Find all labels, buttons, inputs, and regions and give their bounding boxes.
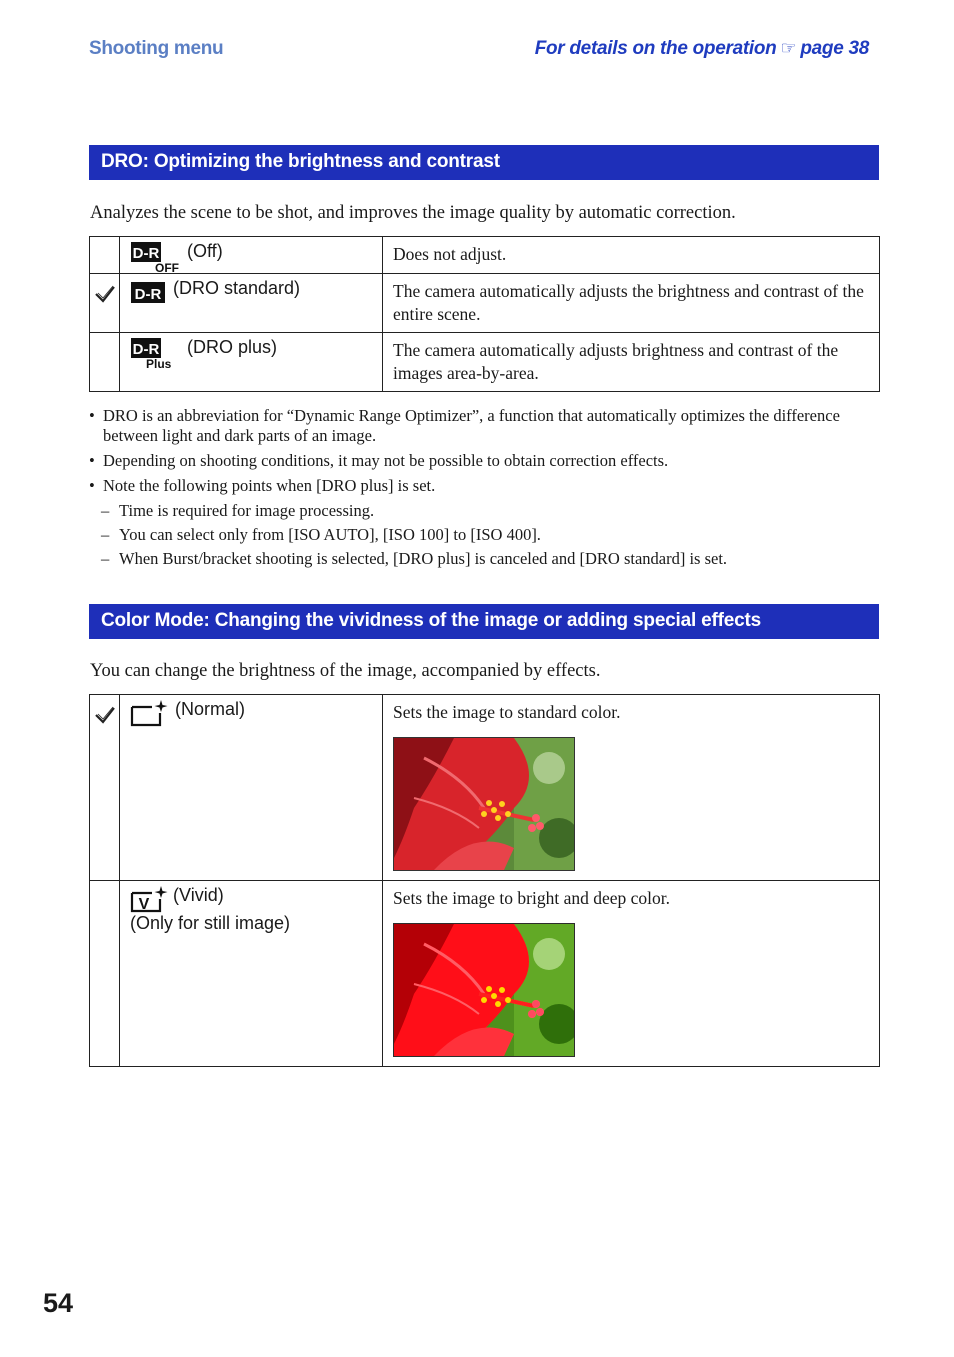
option-description: The camera automatically adjusts the brightness and contrast of the entire scene. [383, 274, 880, 333]
color-mode-options-table [89, 694, 880, 1067]
color-row-vivid [90, 881, 880, 1067]
details-page-link[interactable]: page 38 [800, 38, 869, 59]
section-title: Shooting menu [89, 38, 224, 59]
dro-row-off [90, 237, 880, 274]
check-cell [90, 274, 120, 333]
color-row-normal [90, 695, 880, 881]
note-item: • Note the following points when [DRO plus] is set. [89, 476, 436, 495]
option-sublabel: (Only for still image) [130, 913, 291, 933]
option-description-cell [383, 695, 880, 881]
svg-text:D-R: D-R [134, 286, 162, 303]
subnote-text: When Burst/bracket shooting is selected, [DRO plus] is canceled and [DRO standard] is set. [119, 549, 728, 568]
note-item: • Depending on shooting conditions, it may not be possible to obtain correction effects. [89, 451, 669, 470]
note-item: • DRO is an abbreviation for “Dynamic Range Optimizer”, a function that automatically optimizes the difference between light and dark parts of an image. [89, 406, 840, 445]
option-label-cell [120, 274, 383, 333]
option-label: (DRO standard) [173, 278, 301, 298]
pointing-hand-icon: ☞ [780, 38, 797, 58]
dro-options-table [89, 236, 880, 392]
subnote-item: – You can select only from [ISO AUTO], [ISO 100] to [ISO 400]. [101, 525, 541, 544]
option-label-cell [120, 333, 383, 392]
dro-row-standard [90, 274, 880, 333]
option-label-cell [120, 881, 383, 1067]
check-cell [90, 881, 120, 1067]
check-cell [90, 333, 120, 392]
dro-section-heading: DRO: Optimizing the brightness and contrast [89, 145, 879, 180]
dro-notes-list [89, 406, 889, 573]
option-description: The camera automatically adjusts brightness and contrast of the images area-by-area. [383, 333, 880, 392]
option-description: Sets the image to bright and deep color. [393, 888, 671, 908]
note-text: DRO is an abbreviation for “Dynamic Range Optimizer”, a function that automatically optimizes the difference between light and dark parts of an image. [103, 406, 840, 445]
dro-intro: Analyzes the scene to be shot, and improves the image quality by automatic correction. [90, 203, 736, 223]
option-label: (Off) [187, 241, 223, 261]
svg-text:Plus: Plus [146, 357, 172, 369]
subnote-item: – When Burst/bracket shooting is selected, [DRO plus] is canceled and [DRO standard] is set. [101, 549, 728, 568]
color-mode-intro: You can change the brightness of the image, accompanied by effects. [90, 661, 601, 681]
note-text: Depending on shooting conditions, it may not be possible to obtain correction effects. [103, 451, 669, 470]
dro-standard-icon [130, 278, 168, 304]
option-description-cell [383, 881, 880, 1067]
svg-text:D-R: D-R [132, 245, 160, 262]
color-vivid-icon [130, 885, 168, 913]
color-mode-section-heading: Color Mode: Changing the vividness of the image or adding special effects [89, 604, 879, 639]
color-normal-icon [130, 699, 170, 727]
svg-text:V: V [138, 896, 150, 913]
checkmark-icon [94, 284, 116, 304]
checkmark-icon [94, 705, 116, 725]
option-label: (Vivid) [173, 885, 224, 905]
hibiscus-flower-photo-normal [393, 737, 575, 871]
dro-row-plus [90, 333, 880, 392]
option-description: Sets the image to standard color. [393, 702, 621, 722]
note-text: Note the following points when [DRO plus] is set. [103, 476, 436, 495]
svg-text:D-R: D-R [132, 341, 160, 358]
subnote-item: – Time is required for image processing. [101, 501, 375, 520]
check-cell [90, 695, 120, 881]
option-label-cell [120, 237, 383, 274]
subnote-text: You can select only from [ISO AUTO], [ISO 100] to [ISO 400]. [119, 525, 541, 544]
subnote-text: Time is required for image processing. [119, 501, 375, 520]
hibiscus-flower-photo-vivid [393, 923, 575, 1057]
dro-off-icon [130, 241, 182, 273]
option-label: (DRO plus) [187, 337, 278, 357]
check-cell [90, 237, 120, 274]
page-number: 54 [43, 1288, 74, 1318]
svg-text:OFF: OFF [155, 261, 179, 273]
details-prefix: For details on the operation [534, 38, 777, 59]
option-label-cell [120, 695, 383, 881]
details-reference [535, 38, 869, 60]
option-description: Does not adjust. [383, 237, 880, 274]
dro-plus-icon [130, 337, 182, 369]
option-label: (Normal) [175, 699, 246, 719]
